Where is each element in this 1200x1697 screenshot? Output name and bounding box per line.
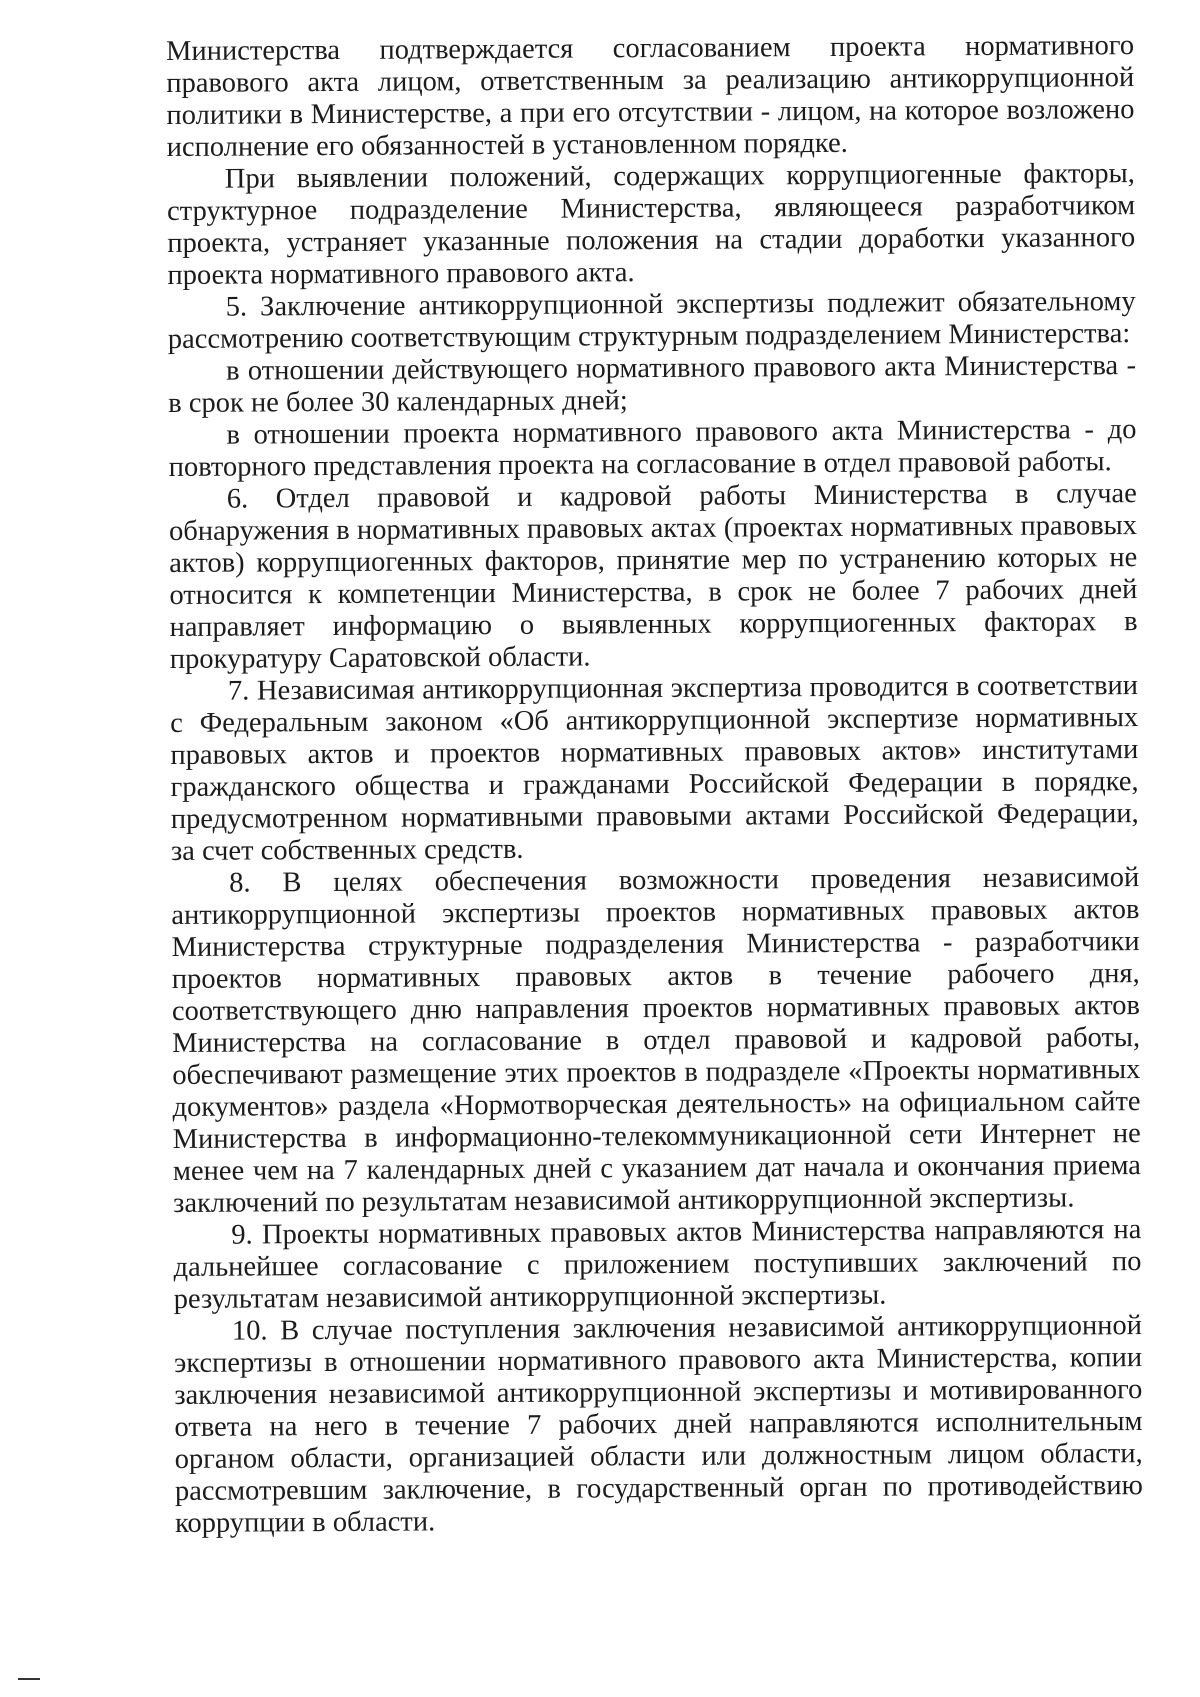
- paragraph-item-9: 9. Проекты нормативных правовых актов Министерства направляются на дальнейшее согласование с приложением поступивших заключений по результатам независимой антикоррупционной экспертизы.: [173, 1214, 1142, 1315]
- scan-edge-mark: [18, 1678, 40, 1680]
- document-page: [166, 30, 1143, 1540]
- paragraph-item-5-draft-act: в отношении проекта нормативного правового акта Министерства - до повторного представления проекта на согласование в отдел правовой работы.: [168, 414, 1137, 483]
- paragraph-item-5-current-act: в отношении действующего нормативного правового акта Министерства - в срок не более 30 календарных дней;: [168, 350, 1137, 419]
- paragraph-corruption-factors: При выявлении положений, содержащих коррупциогенные факторы, структурное подразделение Министерства, являющееся разработчиком проекта, устраняет указанные положения на стадии доработки указанного проекта нормативного правового акта.: [166, 158, 1136, 291]
- paragraph-item-5: 5. Заключение антикоррупционной экспертизы подлежит обязательному рассмотрению соответствующим структурным подразделением Министерства:: [167, 286, 1136, 355]
- paragraph-item-10: 10. В случае поступления заключения независимой антикоррупционной экспертизы в отношении нормативного правового акта Министерства, копии заключения независимой антикоррупционной экспертизы и мотивированного ответа на него в течение 7 рабочих дней направляются исполнительным органом области, организацией области или должностным лицом области, рассмотревшим заключение, в государственный орган по противодействию коррупции в области.: [174, 1310, 1143, 1539]
- paragraph-item-6: 6. Отдел правовой и кадровой работы Министерства в случае обнаружения в нормативных правовых актах (проектах нормативных правовых актов) коррупциогенных факторов, принятие мер по устранению которых не относится к компетенции Министерства, в срок не более 7 рабочих дней направляет информацию о выявленных коррупциогенных факторах в прокуратуру Саратовской области.: [168, 478, 1138, 675]
- paragraph-continuation: Министерства подтверждается согласованием проекта нормативного правового акта лицом, ответственным за реализацию антикоррупционной политики в Министерстве, а при его отсутствии - лицом, на которое возложено исполнение его обязанностей в установленном порядке.: [166, 30, 1135, 163]
- paragraph-item-8: 8. В целях обеспечения возможности проведения независимой антикоррупционной экспертизы проектов нормативных правовых актов Министерства структурные подразделения Министерства - разработчики проектов нормативных правовых актов в течение рабочего дня, соответствующего дню направления проектов нормативных правовых актов Министерства на согласование в отдел правовой и кадровой работы, обеспечивают размещение этих проектов в подразделе «Проекты нормативных документов» раздела «Нормотворческая деятельность» на официальном сайте Министерства в информационно-телекоммуникационной сети Интернет не менее чем на 7 календарных дней с указанием дат начала и окончания приема заключений по результатам независимой антикоррупционной экспертизы.: [171, 862, 1142, 1219]
- paragraph-item-7: 7. Независимая антикоррупционная экспертиза проводится в соответствии с Федеральным законом «Об антикоррупционной экспертизе нормативных правовых актов и проектов нормативных правовых актов» институтами гражданского общества и гражданами Российской Федерации в порядке, предусмотренном нормативными правовыми актами Российской Федерации, за счет собственных средств.: [170, 670, 1139, 867]
